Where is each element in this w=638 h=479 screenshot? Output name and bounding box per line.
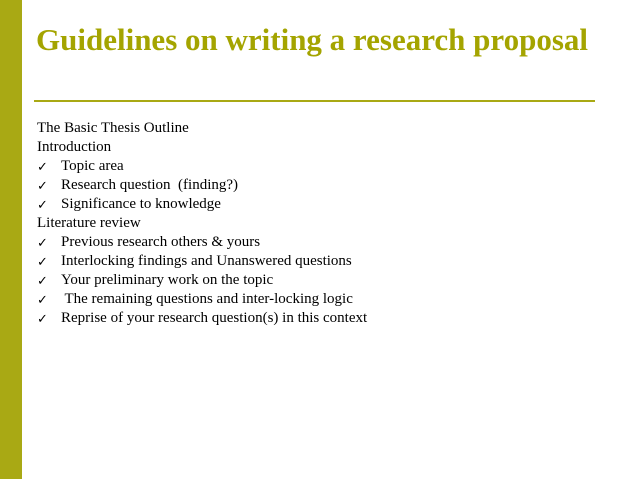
slide-title: Guidelines on writing a research proposal <box>36 22 589 57</box>
outline-list <box>37 119 367 328</box>
outline-text: The Basic Thesis Outline <box>37 120 189 136</box>
left-accent-bar <box>0 0 22 479</box>
outline-text: Significance to knowledge <box>61 196 221 212</box>
outline-heading <box>37 119 367 138</box>
outline-text: Introduction <box>37 139 112 155</box>
outline-text: Literature review <box>37 215 141 231</box>
section-heading <box>37 138 367 157</box>
outline-text: Previous research others & yours <box>61 234 261 250</box>
outline-text: Research question (finding?) <box>61 177 239 193</box>
checklist-item <box>37 233 367 252</box>
outline-text: Your preliminary work on the topic <box>61 272 274 288</box>
section-heading <box>37 214 367 233</box>
checklist-item <box>37 195 367 214</box>
outline-text: The remaining questions and inter-locking logic <box>61 291 353 307</box>
check-icon: ✓ <box>37 311 48 326</box>
check-icon: ✓ <box>37 178 48 193</box>
check-icon: ✓ <box>37 292 48 307</box>
check-icon: ✓ <box>37 159 48 174</box>
checklist-item <box>37 290 367 309</box>
title-divider <box>34 100 595 102</box>
outline-text: Topic area <box>61 158 124 174</box>
checklist-item <box>37 309 367 328</box>
check-icon: ✓ <box>37 197 48 212</box>
checklist-item <box>37 176 367 195</box>
check-icon: ✓ <box>37 273 48 288</box>
outline-text: Interlocking findings and Unanswered questions <box>61 253 352 269</box>
checklist-item <box>37 157 367 176</box>
outline-text: Reprise of your research question(s) in this context <box>61 310 368 326</box>
check-icon: ✓ <box>37 235 48 250</box>
checklist-item <box>37 252 367 271</box>
checklist-item <box>37 271 367 290</box>
check-icon: ✓ <box>37 254 48 269</box>
